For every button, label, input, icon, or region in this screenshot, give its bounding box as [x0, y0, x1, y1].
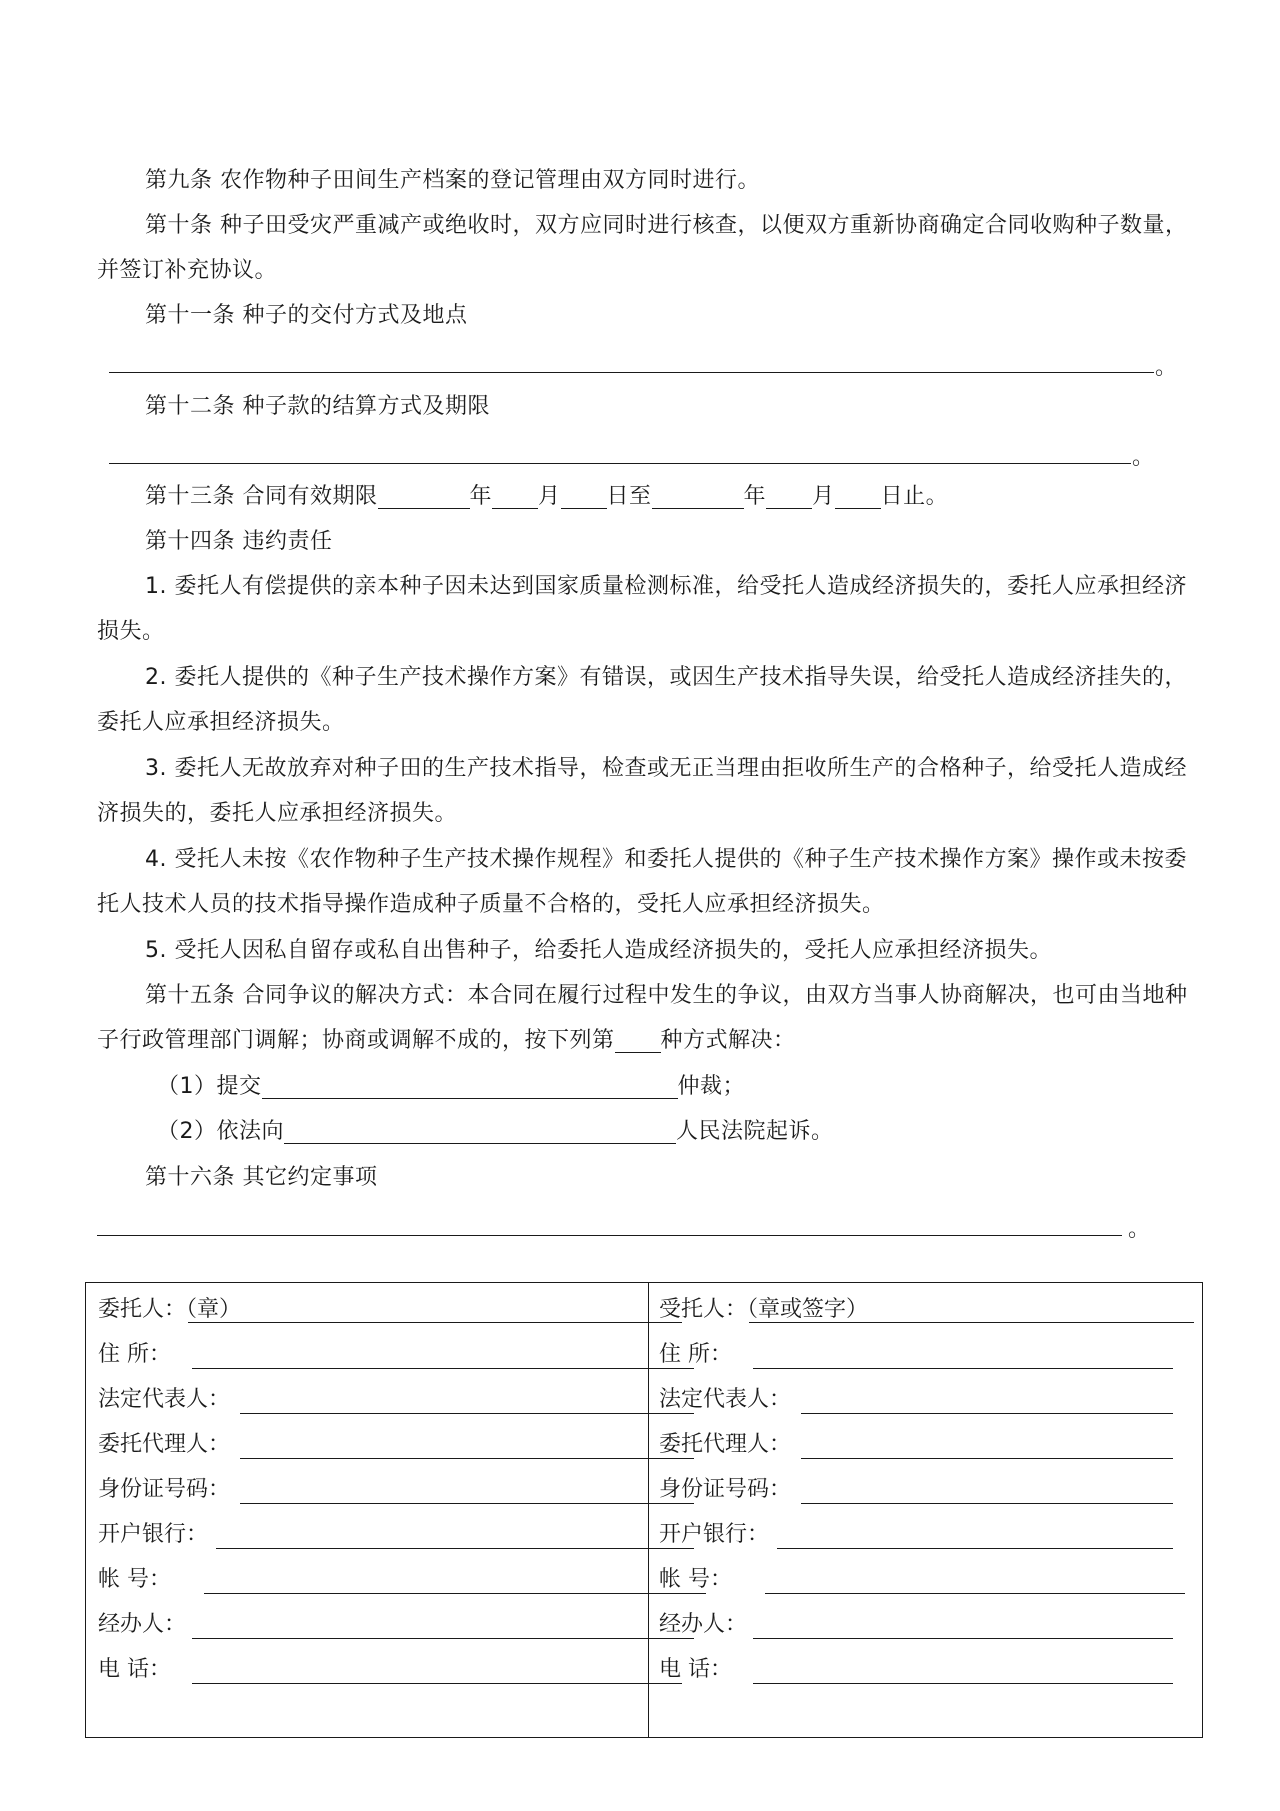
- day-to-label: 日至: [606, 484, 652, 509]
- end-day-blank[interactable]: [835, 480, 881, 509]
- contractor-bank-label: 开户银行：: [659, 1522, 770, 1547]
- period: 。: [1128, 1217, 1151, 1242]
- article-15-option-2: [157, 1109, 834, 1154]
- method-number-blank[interactable]: [615, 1024, 661, 1053]
- client-legal-rep-line[interactable]: [240, 1413, 694, 1414]
- period: 。: [1132, 445, 1155, 470]
- end-year-blank[interactable]: [652, 480, 744, 509]
- option-2-prefix: （2）依法向: [157, 1119, 284, 1144]
- contractor-id-line[interactable]: [801, 1503, 1173, 1504]
- article-14-item-3: 3. 委托人无故放弃对种子田的生产技术指导，检查或无正当理由拒收所生产的合格种子，给受托人造成经济损失的，委托人应承担经济损失。: [97, 756, 1187, 826]
- article-11-title: 第十一条 种子的交付方式及地点: [145, 303, 468, 328]
- client-account-label: 帐 号：: [98, 1567, 171, 1592]
- client-agent-label: 委托代理人：: [98, 1432, 231, 1457]
- option-1-suffix: 仲裁；: [677, 1074, 746, 1099]
- article-9: 第九条 农作物种子田间生产档案的登记管理由双方同时进行。: [145, 168, 760, 193]
- contractor-id-label: 身份证号码：: [659, 1477, 792, 1502]
- start-day-blank[interactable]: [561, 480, 607, 509]
- contractor-agent-label: 委托代理人：: [659, 1432, 792, 1457]
- client-legal-rep-label: 法定代表人：: [98, 1387, 231, 1412]
- client-account-line[interactable]: [204, 1593, 706, 1594]
- contractor-phone-line[interactable]: [753, 1683, 1173, 1684]
- article-15-text: 第十五条 合同争议的解决方式：本合同在履行过程中发生的争议，由双方当事人协商解决，也可由当地种子行政管理部门调解；协商或调解不成的，按下列第: [97, 983, 1188, 1053]
- client-address-label: 住 所：: [98, 1342, 171, 1367]
- article-12-title: 第十二条 种子款的结算方式及期限: [145, 394, 490, 419]
- column-divider: [648, 1283, 649, 1737]
- start-year-blank[interactable]: [378, 480, 470, 509]
- contractor-label: 受托人：: [659, 1297, 748, 1322]
- year-label: 年: [743, 484, 767, 509]
- article-14-title: 第十四条 违约责任: [145, 529, 333, 554]
- client-id-line[interactable]: [240, 1503, 694, 1504]
- client-party-row: [98, 1295, 241, 1325]
- client-signature-line[interactable]: [188, 1322, 682, 1323]
- court-blank[interactable]: [284, 1115, 676, 1144]
- article-14-item-1: 1. 委托人有偿提供的亲本种子因未达到国家质量检测标准，给受托人造成经济损失的，委托人应承担经济损失。: [97, 574, 1187, 644]
- contractor-handler-line[interactable]: [753, 1638, 1173, 1639]
- client-id-label: 身份证号码：: [98, 1477, 231, 1502]
- settlement-blank-line[interactable]: [109, 463, 1131, 464]
- month-label: 月: [538, 484, 561, 509]
- article-13-prefix: 第十三条 合同有效期限: [145, 484, 378, 509]
- option-1-prefix: （1）提交: [157, 1074, 262, 1099]
- end-month-blank[interactable]: [766, 480, 812, 509]
- day-end-label: 日止。: [880, 484, 949, 509]
- article-15-option-1: [157, 1064, 745, 1109]
- contractor-legal-rep-label: 法定代表人：: [659, 1387, 792, 1412]
- client-bank-label: 开户银行：: [98, 1522, 209, 1547]
- contractor-agent-line[interactable]: [801, 1458, 1173, 1459]
- year-label: 年: [469, 484, 493, 509]
- contractor-bank-line[interactable]: [777, 1548, 1173, 1549]
- client-label: 委托人：: [98, 1297, 187, 1322]
- contractor-phone-label: 电 话：: [659, 1657, 732, 1682]
- other-terms-blank-line[interactable]: [97, 1235, 1122, 1236]
- client-phone-label: 电 话：: [98, 1657, 171, 1682]
- client-address-line[interactable]: [192, 1368, 694, 1369]
- article-14-item-2: 2. 委托人提供的《种子生产技术操作方案》有错误，或因生产技术指导失误，给受托人造成经济挂失的，委托人应承担经济损失。: [97, 665, 1187, 735]
- delivery-blank-line[interactable]: [109, 372, 1154, 373]
- contractor-seal-note: （章或签字）: [747, 1297, 869, 1322]
- article-14-item-4: 4. 受托人未按《农作物种子生产技术操作规程》和委托人提供的《种子生产技术操作方案》操作或未按委托人技术人员的技术指导操作造成种子质量不合格的，受托人应承担经济损失。: [97, 847, 1187, 917]
- client-agent-line[interactable]: [240, 1458, 694, 1459]
- period: 。: [1155, 355, 1178, 380]
- month-label: 月: [812, 484, 835, 509]
- contractor-party-row: [659, 1295, 868, 1325]
- contractor-address-label: 住 所：: [659, 1342, 732, 1367]
- option-2-suffix: 人民法院起诉。: [676, 1119, 834, 1144]
- article-15-suffix: 种方式解决：: [660, 1028, 796, 1053]
- start-month-blank[interactable]: [492, 480, 538, 509]
- article-14-item-5: 5. 受托人因私自留存或私自出售种子，给委托人造成经济损失的，受托人应承担经济损失。: [145, 938, 1052, 963]
- article-13: [145, 474, 948, 519]
- article-10: 第十条 种子田受灾严重减产或绝收时，双方应同时进行核查，以便双方重新协商确定合同收购种子数量，并签订补充协议。: [97, 213, 1188, 283]
- contractor-legal-rep-line[interactable]: [801, 1413, 1173, 1414]
- client-handler-label: 经办人：: [98, 1612, 187, 1637]
- client-handler-line[interactable]: [192, 1638, 694, 1639]
- contractor-handler-label: 经办人：: [659, 1612, 748, 1637]
- client-bank-line[interactable]: [216, 1548, 694, 1549]
- contractor-account-label: 帐 号：: [659, 1567, 732, 1592]
- arbitration-blank[interactable]: [262, 1070, 678, 1099]
- contractor-signature-line[interactable]: [749, 1322, 1194, 1323]
- contractor-account-line[interactable]: [765, 1593, 1185, 1594]
- article-16-title: 第十六条 其它约定事项: [145, 1165, 378, 1190]
- client-phone-line[interactable]: [192, 1683, 682, 1684]
- signature-table: [85, 1282, 1203, 1738]
- client-seal-note: （章）: [186, 1297, 242, 1322]
- contractor-address-line[interactable]: [753, 1368, 1173, 1369]
- article-15: [97, 973, 1197, 1063]
